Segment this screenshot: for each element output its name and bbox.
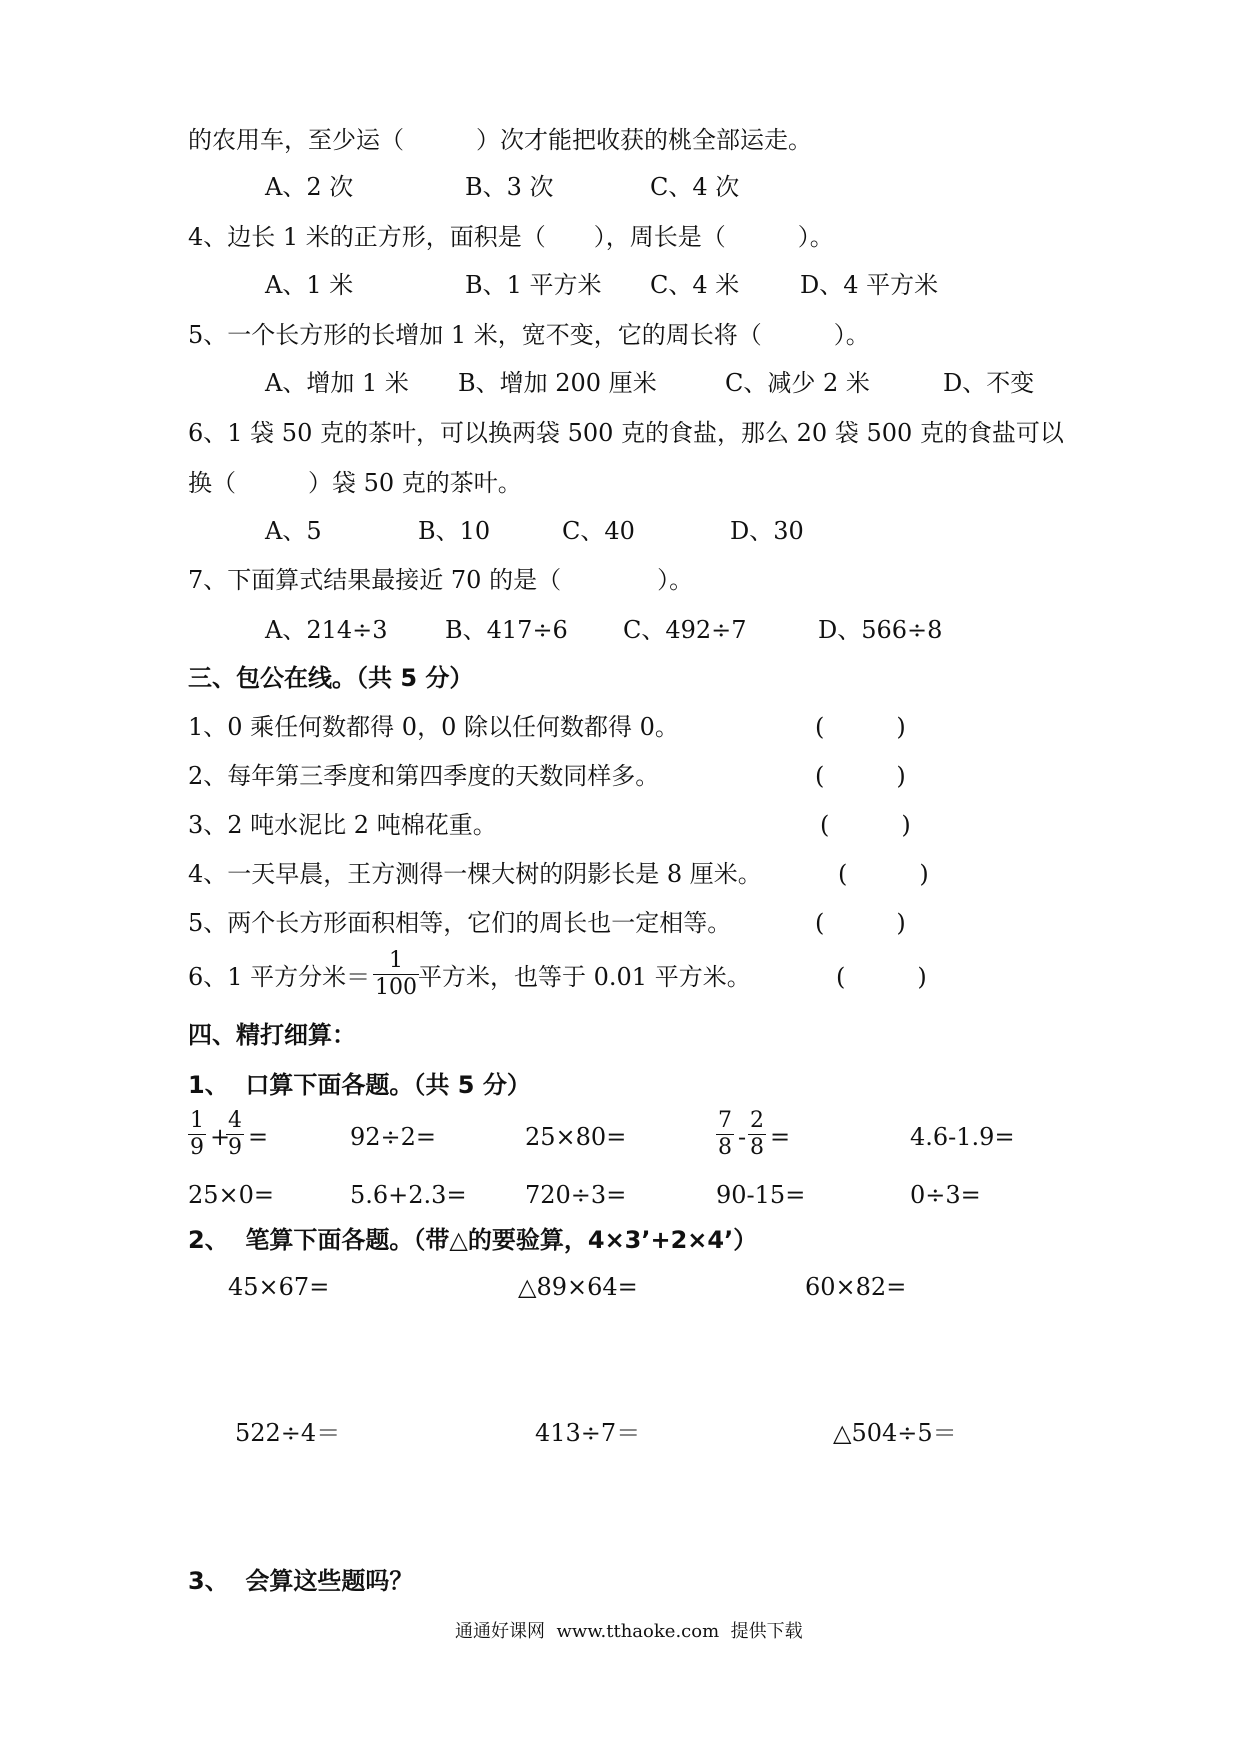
equals-sign: =: [770, 1123, 791, 1151]
section-4-title: 四、精打细算：: [188, 1021, 356, 1049]
judge-bracket-6: ( ): [836, 963, 927, 991]
mental-item-0div3: 0÷3=: [910, 1181, 981, 1209]
q7-option-a: A、214÷3: [265, 616, 388, 644]
fraction-numerator: 4: [228, 1108, 242, 1133]
fraction-denominator: 8: [750, 1135, 764, 1160]
q5: 5、一个长方形的长增加 1 米，宽不变，它的周长将（ ）。: [188, 321, 870, 349]
judge-item-3: 3、2 吨水泥比 2 吨棉花重。: [188, 811, 497, 839]
mental-item-720div3: 720÷3=: [525, 1181, 627, 1209]
fraction-1-over-100: [373, 948, 419, 1001]
judge-item-2: 2、每年第三季度和第四季度的天数同样多。: [188, 762, 660, 790]
mental-item-92div2: 92÷2=: [350, 1123, 437, 1151]
operator-plus: +: [210, 1123, 231, 1151]
written-item-45x67: 45×67=: [228, 1273, 330, 1301]
q3-option-c: C、4 次: [650, 173, 740, 201]
operator-minus: -: [738, 1123, 747, 1151]
q6-option-b: B、10: [418, 517, 491, 545]
q4-option-c: C、4 米: [650, 271, 740, 299]
judge-bracket-3: ( ): [820, 811, 911, 839]
mental-item-25x80: 25×80=: [525, 1123, 627, 1151]
q7-option-d: D、566÷8: [818, 616, 943, 644]
written-item-89x64: △89×64=: [518, 1273, 638, 1301]
fraction-numerator: 1: [190, 1108, 204, 1133]
judge-bracket-1: ( ): [815, 713, 906, 741]
q5-option-a: A、增加 1 米: [265, 369, 409, 397]
section-3-title: 三、包公在线。（共 5 分）: [188, 664, 474, 692]
q7: 7、下面算式结果最接近 70 的是（ ）。: [188, 566, 694, 594]
mental-math-heading: 1、 口算下面各题。（共 5 分）: [188, 1071, 531, 1099]
q6-line1: 6、1 袋 50 克的茶叶，可以换两袋 500 克的食盐，那么 20 袋 500 克的食盐可以: [188, 419, 1064, 447]
fraction-4-9: [226, 1108, 244, 1161]
challenge-heading: 3、 会算这些题吗？: [188, 1567, 414, 1595]
judge-item-6-prefix: 6、1 平方分米＝: [188, 963, 371, 991]
fraction-denominator: 9: [228, 1135, 242, 1160]
judge-bracket-4: ( ): [838, 860, 929, 888]
equals-sign: =: [248, 1123, 269, 1151]
judge-item-5: 5、两个长方形面积相等，它们的周长也一定相等。: [188, 909, 732, 937]
q7-option-c: C、492÷7: [623, 616, 747, 644]
fraction-7-8: [716, 1108, 734, 1161]
q5-option-c: C、减少 2 米: [725, 369, 870, 397]
written-item-60x82: 60×82=: [805, 1273, 907, 1301]
fraction-2-8: [748, 1108, 766, 1161]
judge-item-1: 1、0 乘任何数都得 0，0 除以任何数都得 0。: [188, 713, 679, 741]
q6-option-a: A、5: [265, 517, 322, 545]
q6-option-c: C、40: [562, 517, 635, 545]
footer-credit: 通通好课网 www.tthaoke.com 提供下载: [455, 1621, 803, 1642]
q7-option-b: B、417÷6: [445, 616, 568, 644]
q5-option-d: D、不变: [943, 369, 1035, 397]
q4-option-a: A、1 米: [265, 271, 354, 299]
q3-tail: 的农用车，至少运（ ）次才能把收获的桃全部运走。: [188, 126, 812, 154]
mental-item-4-6-minus-1-9: 4.6-1.9=: [910, 1123, 1015, 1151]
mental-item-90-minus-15: 90-15=: [716, 1181, 806, 1209]
q4: 4、边长 1 米的正方形，面积是（ ），周长是（ ）。: [188, 223, 834, 251]
fraction-numerator: 2: [750, 1108, 764, 1133]
judge-bracket-2: ( ): [815, 762, 906, 790]
q6-line2: 换（ ）袋 50 克的茶叶。: [188, 469, 522, 497]
fraction-denominator: 9: [190, 1135, 204, 1160]
fraction-denominator: 8: [718, 1135, 732, 1160]
mental-item-25x0: 25×0=: [188, 1181, 275, 1209]
written-item-522div4: 522÷4＝: [235, 1419, 341, 1447]
q4-option-b: B、1 平方米: [465, 271, 602, 299]
fraction-1-9: [188, 1108, 206, 1161]
written-item-413div7: 413÷7＝: [535, 1419, 641, 1447]
mental-item-5-6-plus-2-3: 5.6+2.3=: [350, 1181, 467, 1209]
q6-option-d: D、30: [730, 517, 804, 545]
written-item-504div5: △504÷5＝: [833, 1419, 957, 1447]
q4-option-d: D、4 平方米: [800, 271, 939, 299]
fraction-denominator: 100: [375, 975, 417, 1000]
judge-item-6-suffix: 平方米，也等于 0.01 平方米。: [418, 963, 751, 991]
fraction-numerator: 1: [373, 948, 419, 975]
written-calc-heading: 2、 笔算下面各题。（带△的要验算，4×3’+2×4’）: [188, 1226, 758, 1254]
judge-item-4: 4、一天早晨，王方测得一棵大树的阴影长是 8 厘米。: [188, 860, 762, 888]
q3-option-a: A、2 次: [265, 173, 354, 201]
judge-bracket-5: ( ): [815, 909, 906, 937]
q3-option-b: B、3 次: [465, 173, 554, 201]
q5-option-b: B、增加 200 厘米: [458, 369, 657, 397]
fraction-numerator: 7: [718, 1108, 732, 1133]
